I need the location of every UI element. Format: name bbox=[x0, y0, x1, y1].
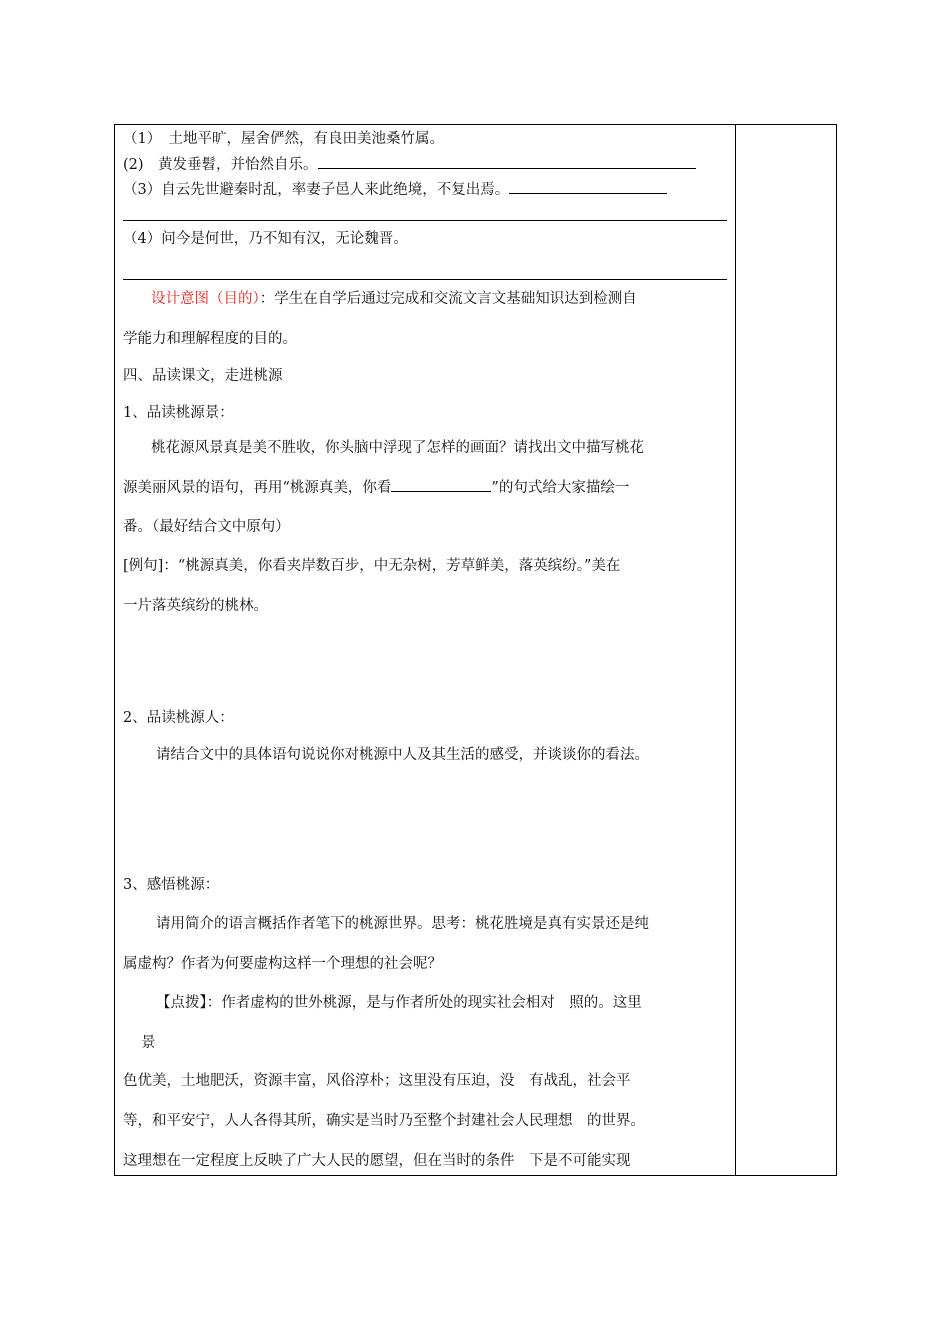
answer-line-3a[interactable] bbox=[509, 179, 667, 194]
example-l1: [例句]：“桃源真美，你看夹岸数百步，中无杂树，芳草鲜美，落英缤纷。”美在 bbox=[123, 558, 621, 574]
subsection-3-para-l1: 请用简介的语言概括作者笔下的桃源世界。思考：桃花胜境是真有实景还是纯 bbox=[156, 916, 649, 932]
tip-l3: 色优美，土地肥沃，资源丰富，风俗淳朴；这里没有压迫，没 有战乱，社会平 bbox=[123, 1073, 631, 1089]
column-divider bbox=[735, 125, 736, 1175]
subsection-1-para-l1: 桃花源风景真是美不胜收，你头脑中浮现了怎样的画面？请找出文中描写桃花 bbox=[151, 440, 644, 456]
question-1: （1） 土地平旷，屋舍俨然，有良田美池桑竹属。 bbox=[123, 131, 444, 147]
fill-blank[interactable] bbox=[391, 477, 491, 492]
question-3 bbox=[123, 179, 667, 200]
subsection-1-para-l2b: ”的句式给大家描绘一 bbox=[491, 480, 630, 496]
main-cell bbox=[123, 125, 727, 1175]
subsection-1-para-l2 bbox=[123, 477, 629, 498]
design-intent bbox=[151, 289, 637, 309]
answer-line-2[interactable] bbox=[318, 154, 696, 169]
question-2 bbox=[123, 154, 696, 175]
tip-l1 bbox=[156, 993, 642, 1013]
answer-line-4[interactable] bbox=[123, 279, 727, 280]
subsection-1-title: 1、品读桃源景： bbox=[123, 405, 234, 421]
question-4: （4）问今是何世，乃不知有汉，无论魏晋。 bbox=[123, 231, 408, 247]
tip-label: 【点拨】 bbox=[156, 995, 207, 1011]
lesson-table bbox=[114, 124, 837, 1176]
tip-l4: 等，和平安宁，人人各得其所，确实是当时乃至整个封建社会人民理想 的世界。 bbox=[123, 1113, 645, 1129]
subsection-1-para-l3: 番。（最好结合文中原句） bbox=[123, 519, 290, 535]
design-intent-cont: 学能力和理解程度的目的。 bbox=[123, 331, 297, 347]
answer-line-3b[interactable] bbox=[123, 220, 727, 221]
subsection-1-para-l2a: 源美丽风景的语句，再用“桃源真美，你看 bbox=[123, 480, 392, 496]
section-4-title: 四、品读课文，走进桃源 bbox=[123, 368, 283, 384]
question-2-text: (2) 黄发垂髫，并怡然自乐。 bbox=[123, 157, 318, 173]
design-intent-label: 设计意图（目的） bbox=[151, 291, 260, 307]
tip-l1-text: ：作者虚构的世外桃源，是与作者所处的现实社会相对 照的。这里 bbox=[206, 995, 642, 1011]
question-3-text: （3）自云先世避秦时乱，率妻子邑人来此绝境，不复出焉。 bbox=[123, 182, 510, 198]
design-intent-text: ：学生在自学后通过完成和交流文言文基础知识达到检测自 bbox=[259, 291, 637, 307]
tip-l2: 景 bbox=[141, 1035, 156, 1051]
tip-l5: 这理想在一定程度上反映了广大人民的愿望，但在当时的条件 下是不可能实现 bbox=[123, 1153, 631, 1169]
subsection-3-title: 3、感悟桃源： bbox=[123, 877, 220, 893]
subsection-2-para: 请结合文中的具体语句说说你对桃源中人及其生活的感受，并谈谈你的看法。 bbox=[156, 747, 649, 763]
example-l2: 一片落英缤纷的桃林。 bbox=[123, 598, 268, 614]
subsection-2-title: 2、品读桃源人： bbox=[123, 710, 234, 726]
subsection-3-para-l2: 属虚构？作者为何要虚构这样一个理想的社会呢？ bbox=[123, 956, 442, 972]
